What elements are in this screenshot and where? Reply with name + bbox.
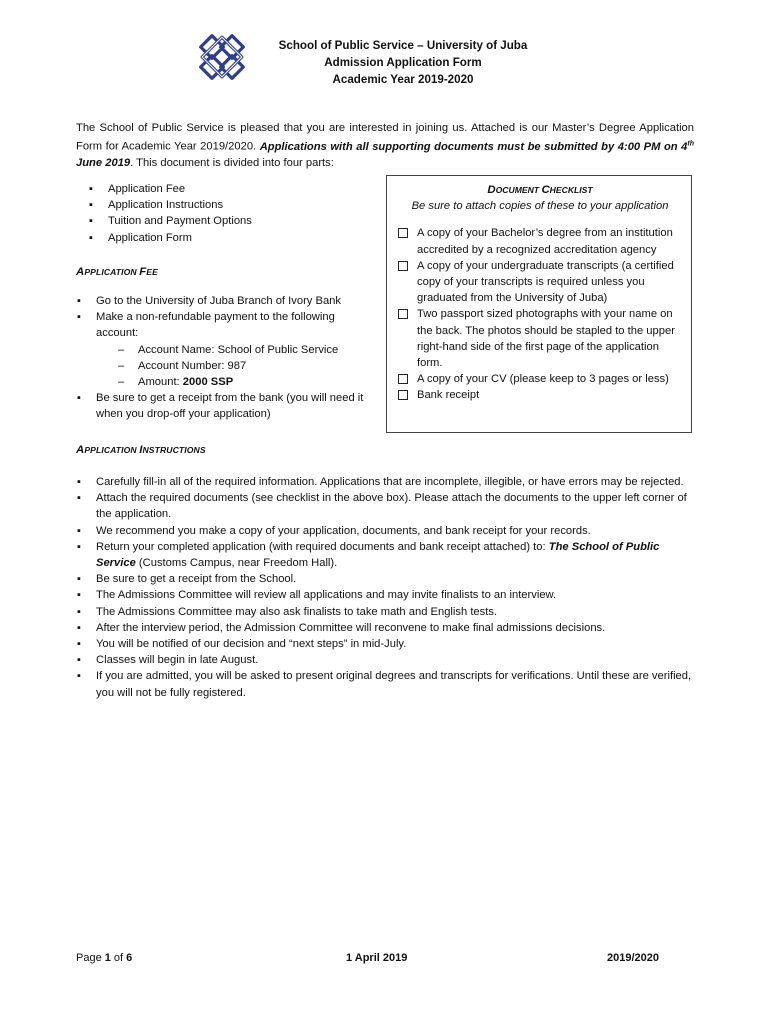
list-item: ▪ Classes will begin in late August. <box>76 652 696 668</box>
application-fee-heading: APPLICATION FEE <box>76 266 158 278</box>
list-item: ▪ If you are admitted, you will be asked to present original degrees and transcripts for verifications. Until these are verified, you will not be fully registered. <box>76 668 696 700</box>
footer-year: 2019/2020 <box>607 952 659 964</box>
list-item: ▪ Carefully fill-in all of the required information. Applications that are incomplete, illegible, or have errors may be rejected. <box>76 474 696 490</box>
checkbox-icon <box>398 309 408 319</box>
intro-text-2: . This document is divided into four parts: <box>130 157 334 170</box>
page-current: 1 <box>104 952 111 964</box>
checklist-title: DOCUMENT CHECKLIST <box>487 184 593 196</box>
intro-deadline-1: Applications with all supporting documents must be submitted by 4:00 PM on 4 <box>259 140 688 153</box>
list-item: ▪ The Admissions Committee may also ask finalists to take math and English tests. <box>76 604 696 620</box>
checklist-subtitle: Be sure to attach copies of these to your application <box>411 200 669 213</box>
list-item: ▪ Application Form <box>88 230 288 246</box>
intro-deadline-2: June 2019 <box>76 157 131 170</box>
list-item: ▪ You will be notified of our decision and “next steps” in mid-July. <box>76 636 696 652</box>
list-item: ▪ Tuition and Payment Options <box>88 213 288 229</box>
checklist-item <box>397 258 683 307</box>
list-item: ▪ Application Fee <box>88 181 288 197</box>
page-number <box>76 950 132 966</box>
checkbox-icon <box>398 390 408 400</box>
university-knot-logo-icon <box>195 30 249 84</box>
return-location: (Customs Campus, near Freedom Hall). <box>135 557 338 570</box>
title-line-2: Admission Application Form <box>324 56 482 69</box>
checklist-item-text: Bank receipt <box>417 389 480 402</box>
title-line-1: School of Public Service – University of Juba <box>278 39 528 52</box>
list-item: ▪ The Admissions Committee will review all applications and may invite finalists to an interview. <box>76 587 696 603</box>
application-fee-section <box>76 293 376 423</box>
list-item: ▪ We recommend you make a copy of your application, documents, and bank receipt for your records. <box>76 523 696 539</box>
application-instructions-list <box>76 474 696 701</box>
checklist-item-text: Two passport sized photographs with your name on the back. The photos should be stapled to the upper right-hand side of the first page of the application form. <box>417 308 675 370</box>
checklist-item-text: A copy of your undergraduate transcripts (a certified copy of your transcripts is required unless you graduated from the University of Juba) <box>417 259 674 305</box>
checkbox-icon <box>398 261 408 271</box>
fee-heading-rest: PPLICATION <box>84 267 140 277</box>
checklist-item <box>397 371 683 387</box>
page-label: Page <box>76 952 105 964</box>
checkbox-icon <box>398 374 408 384</box>
account-number: – Account Number: 987 <box>118 358 376 374</box>
title-line-3: Academic Year 2019-2020 <box>332 73 474 86</box>
account-details-list <box>96 342 376 391</box>
page-of: of <box>110 952 127 964</box>
checklist-item <box>397 306 683 371</box>
intro-paragraph <box>76 120 694 171</box>
intro-deadline-sup: th <box>687 140 694 148</box>
footer-date: 1 April 2019 <box>346 952 408 964</box>
checklist-items <box>397 225 683 403</box>
document-title-block <box>253 37 553 88</box>
list-item: ▪ After the interview period, the Admission Committee will reconvene to make final admissions decisions. <box>76 620 696 636</box>
fee-item-2-text: Make a non-refundable payment to the following account: <box>96 311 335 340</box>
list-item: ▪ Be sure to get a receipt from the School. <box>76 571 696 587</box>
return-recipient: The School of Public Service <box>96 540 660 570</box>
intro-text-1: The School of Public Service is pleased that you are interested in joining us. Attached is our Master’s Degree Application Form for Academic Year 2019/2020. <box>76 122 694 153</box>
list-item <box>76 309 376 390</box>
list-item: ▪ Application Instructions <box>88 197 288 213</box>
amount-value: 2000 SSP <box>182 376 234 389</box>
checkbox-icon <box>398 228 408 238</box>
checklist-item <box>397 225 683 257</box>
checklist-item <box>397 387 683 403</box>
list-item <box>76 539 696 571</box>
application-instructions-heading: APPLICATION INSTRUCTIONS <box>76 444 206 456</box>
account-name: – Account Name: School of Public Service <box>118 342 376 358</box>
list-item: ▪ Attach the required documents (see checklist in the above box). Please attach the documents to the upper left corner of the application. <box>76 490 696 522</box>
document-checklist-box <box>386 175 692 433</box>
list-item: ▪ Go to the University of Juba Branch of Ivory Bank <box>76 293 376 309</box>
checklist-item-text: A copy of your CV (please keep to 3 pages or less) <box>417 373 669 386</box>
checklist-item-text: A copy of your Bachelor’s degree from an institution accredited by a recognized accreditation agency <box>417 227 673 256</box>
page-total: 6 <box>126 952 133 964</box>
payment-amount <box>118 374 376 390</box>
return-text: Return your completed application (with required documents and bank receipt attached) to: <box>96 540 549 553</box>
amount-label: Amount: <box>138 376 183 389</box>
list-item: ▪ Be sure to get a receipt from the bank (you will need it when you drop-off your application) <box>76 390 376 422</box>
parts-list <box>88 181 288 246</box>
